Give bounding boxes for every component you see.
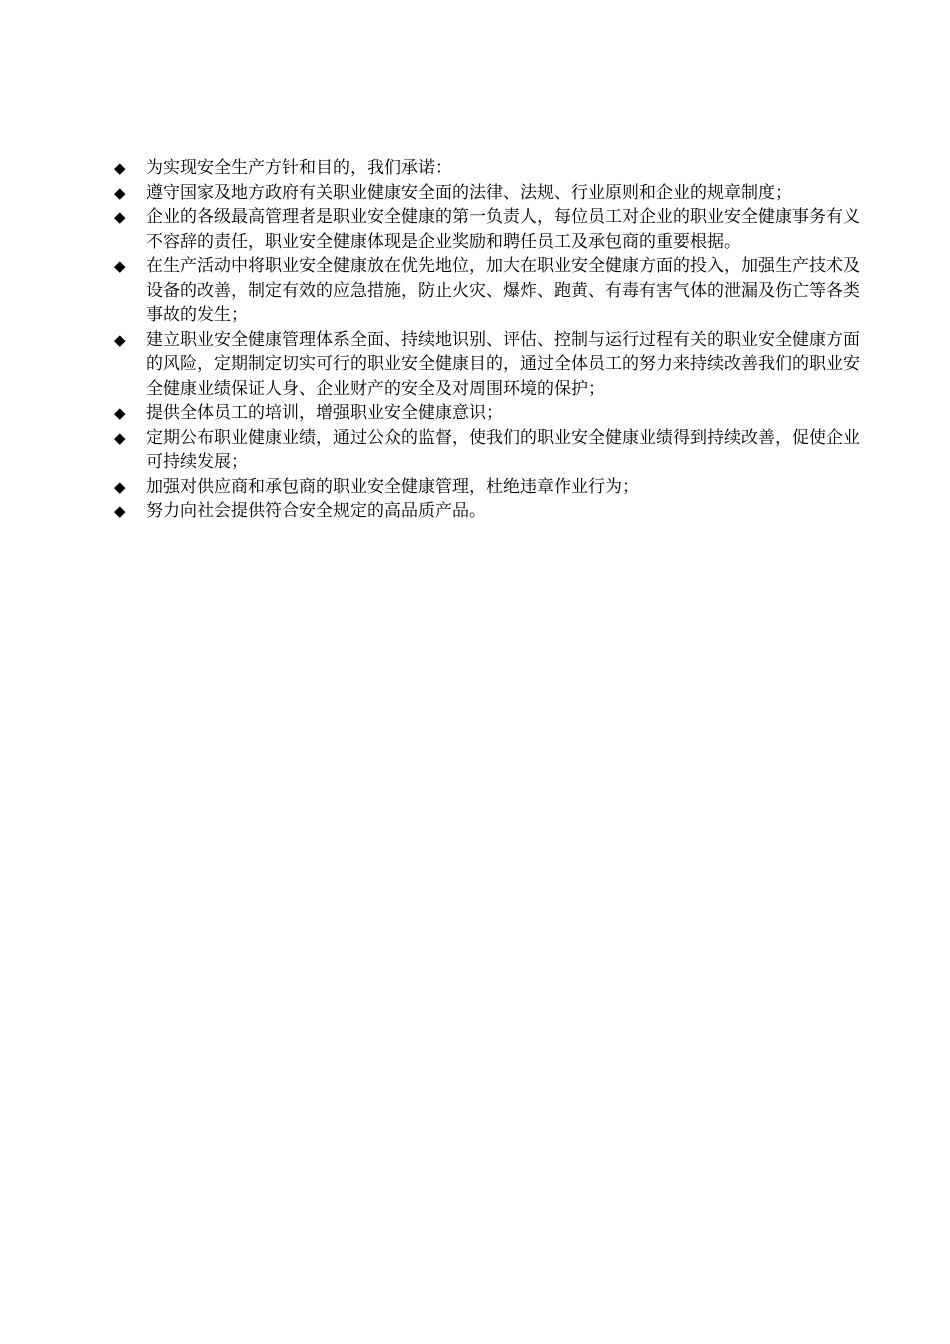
commitment-list: [114, 156, 874, 524]
list-item-text: 遵守国家及地方政府有关职业健康安全面的法律、法规、行业原则和企业的规章制度；: [146, 182, 792, 203]
list-item-text: 企业的各级最高管理者是职业安全健康的第一负责人，每位员工对企业的职业安全健康事务有义不容辞的责任，职业安全健康体现是企业奖励和聘任员工及承包商的重要根据。: [146, 207, 860, 252]
list-item-text: 努力向社会提供符合安全规定的高品质产品。: [146, 501, 486, 521]
list-item: [114, 475, 874, 500]
diamond-bullet-icon: ◆: [114, 477, 126, 496]
list-item: [114, 499, 874, 524]
list-item: [114, 254, 874, 328]
list-item-text: 提供全体员工的培训，增强职业安全健康意识；: [146, 403, 503, 423]
list-item-text: 建立职业安全健康管理体系全面、持续地识别、评估、控制与运行过程有关的职业安全健康方面的风险，定期制定切实可行的职业安全健康目的，通过全体员工的努力来持续改善我们的职业安全健康业绩保证人身、企业财产的安全及对周围环境的保护；: [146, 329, 860, 399]
list-item: [114, 156, 874, 181]
list-item: [114, 205, 874, 254]
diamond-bullet-icon: ◆: [114, 159, 126, 177]
diamond-bullet-icon: ◆: [114, 208, 126, 226]
list-item: [114, 328, 874, 402]
list-item-text: 定期公布职业健康业绩，通过公众的监督，使我们的职业安全健康业绩得到持续改善，促使企业可持续发展；: [146, 427, 860, 472]
diamond-bullet-icon: ◆: [114, 330, 126, 349]
diamond-bullet-icon: ◆: [114, 257, 126, 275]
list-item-text: 加强对供应商和承包商的职业安全健康管理，杜绝违章作业行为；: [146, 476, 639, 497]
list-item: [114, 181, 874, 206]
list-item: [114, 401, 874, 426]
list-item-text: 为实现安全生产方针和目的，我们承诺：: [146, 158, 452, 178]
diamond-bullet-icon: ◆: [114, 428, 126, 447]
diamond-bullet-icon: ◆: [114, 502, 126, 520]
diamond-bullet-icon: ◆: [114, 404, 126, 422]
list-item: [114, 426, 874, 475]
list-item-text: 在生产活动中将职业安全健康放在优先地位，加大在职业安全健康方面的投入，加强生产技术及设备的改善，制定有效的应急措施，防止火灾、爆炸、跑黄、有毒有害气体的泄漏及伤亡等各类事故的发生；: [146, 256, 860, 325]
diamond-bullet-icon: ◆: [114, 183, 126, 202]
